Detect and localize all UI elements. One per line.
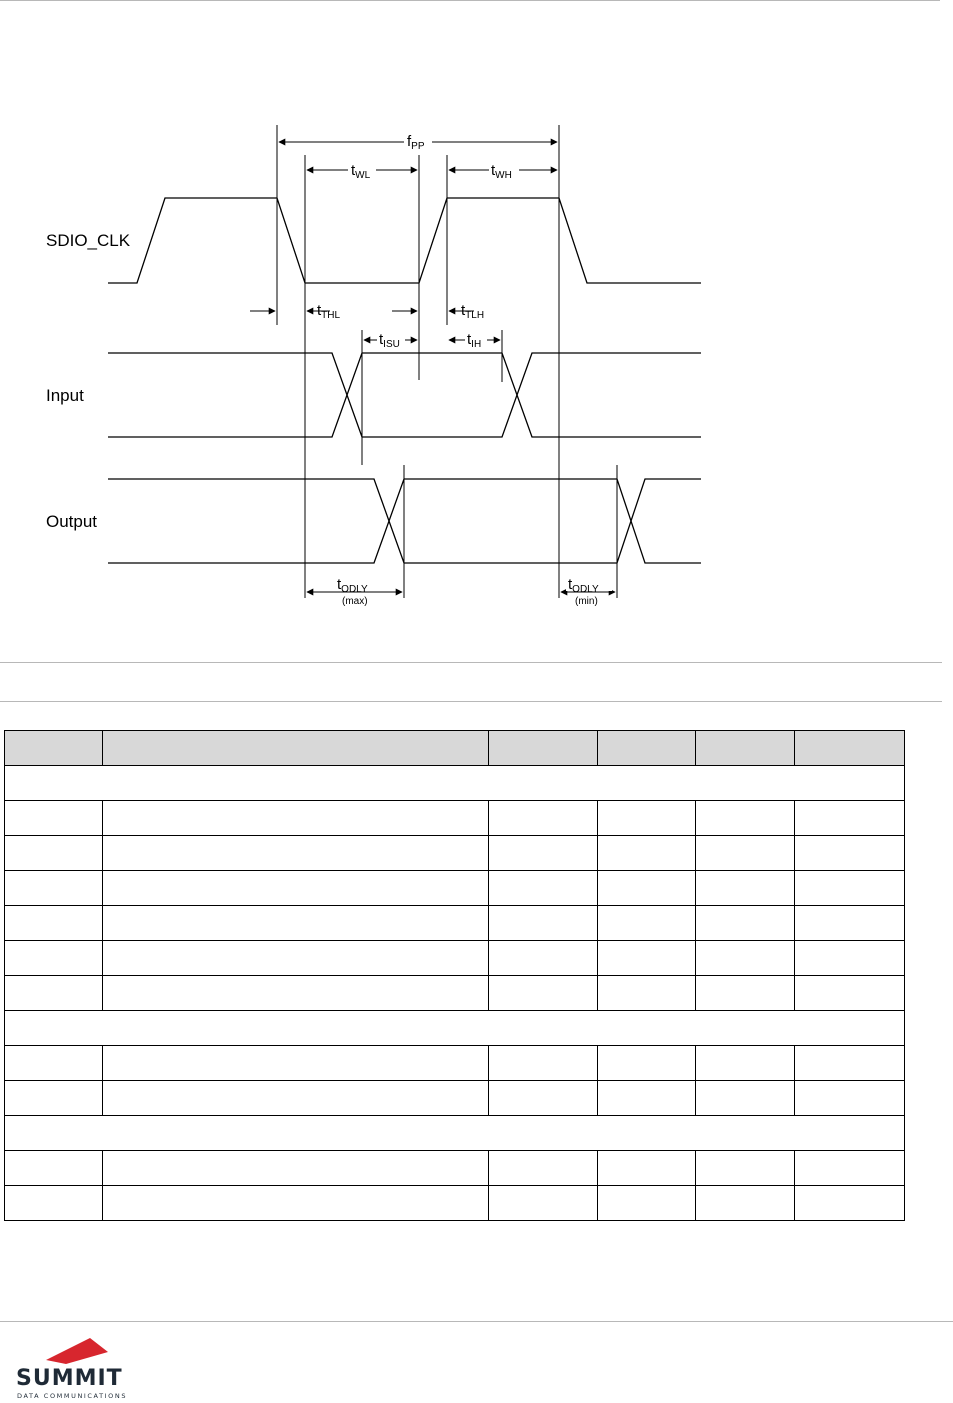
table-section-row [5,766,905,801]
timing-table [4,730,905,1221]
todly-max-note: (max) [342,596,368,607]
table-cell [103,871,489,906]
table-cell [5,871,103,906]
table-cell [103,1186,489,1221]
table-cell [696,941,795,976]
table-cell [795,906,905,941]
footer-rule [0,1321,953,1322]
table-cell [696,1046,795,1081]
table-cell [795,801,905,836]
table-cell [5,941,103,976]
table-row [5,1081,905,1116]
table-cell [598,1186,696,1221]
table-cell [598,1081,696,1116]
todly-max-label: $t_{ODLY}$ [337,576,368,595]
table-cell [5,976,103,1011]
table-cell [5,1081,103,1116]
table-cell [489,1081,598,1116]
table-cell [795,941,905,976]
ttlh-label: $t_{TLH}$ [461,302,485,321]
summit-logo [16,1336,156,1402]
table-cell [5,1186,103,1221]
logo-wordmark: SUMMIT [16,1366,123,1391]
table-cell [103,836,489,871]
caption-rule-lower [0,701,942,702]
table-cell [103,1081,489,1116]
table-section-row [5,1011,905,1046]
table-cell [489,871,598,906]
table-row [5,941,905,976]
twl-label: $t_{WL}$ [351,162,371,181]
table-section-row [5,1116,905,1151]
tisu-label: $t_{ISU}$ [379,331,400,350]
table-row [5,1046,905,1081]
table-cell [696,836,795,871]
signal-label-clk: SDIO_CLK [46,231,131,250]
table-cell [103,976,489,1011]
logo-subtitle: DATA COMMUNICATIONS [17,1392,128,1400]
table-cell [489,1186,598,1221]
table-section-cell [5,1116,905,1151]
reference-lines [277,125,617,598]
table-cell [795,1151,905,1186]
table-header-cell [103,731,489,766]
twh-label: $t_{WH}$ [491,162,512,181]
table-cell [598,941,696,976]
table-row [5,976,905,1011]
table-cell [5,1046,103,1081]
table-cell [696,1186,795,1221]
table-cell [795,871,905,906]
table-header-cell [489,731,598,766]
table-cell [5,1151,103,1186]
table-cell [795,1081,905,1116]
table-cell [489,801,598,836]
table-header-cell [5,731,103,766]
table-cell [5,801,103,836]
table-row [5,801,905,836]
table-cell [489,906,598,941]
table-cell [103,801,489,836]
table-row [5,871,905,906]
table-cell [489,836,598,871]
input-waveform-high [108,353,701,437]
table-cell [598,976,696,1011]
clk-waveform [108,198,701,283]
table-cell [696,976,795,1011]
parameter-labels [317,131,612,607]
table-cell [795,1046,905,1081]
signal-label-input: Input [46,386,84,405]
table-cell [489,941,598,976]
logo-mark-icon [16,1336,156,1370]
table-cell [103,941,489,976]
table-cell [696,906,795,941]
input-waveform-low [108,353,701,437]
table-cell [103,1046,489,1081]
caption-rule-upper [0,662,942,663]
table-cell [795,1186,905,1221]
table-cell [795,836,905,871]
todly-min-note: (min) [575,596,598,607]
table-row [5,906,905,941]
table-cell [696,1151,795,1186]
tih-label: $t_{IH}$ [467,331,482,350]
table-cell [598,871,696,906]
table-cell [795,976,905,1011]
table-cell [598,836,696,871]
table-cell [5,836,103,871]
table-cell [598,1046,696,1081]
table-header-cell [696,731,795,766]
table-cell [5,906,103,941]
table-header-cell [598,731,696,766]
table-header-cell [795,731,905,766]
table-cell [598,801,696,836]
table-cell [489,1046,598,1081]
table-cell [696,871,795,906]
table-header-row [5,731,905,766]
fpp-label: $f_{PP}$ [407,133,425,152]
table-row [5,1151,905,1186]
table-section-cell [5,766,905,801]
table-section-cell [5,1011,905,1046]
table-cell [696,801,795,836]
todly-min-label: $t_{ODLY}$ [568,576,599,595]
table-cell [489,976,598,1011]
table-row [5,836,905,871]
signal-label-output: Output [46,512,98,531]
table-cell [103,906,489,941]
table-cell [598,1151,696,1186]
table-row [5,1186,905,1221]
table-cell [696,1081,795,1116]
tthl-label: $t_{THL}$ [317,302,341,321]
table-cell [489,1151,598,1186]
timing-diagram [0,0,953,660]
table-cell [598,906,696,941]
table-cell [103,1151,489,1186]
